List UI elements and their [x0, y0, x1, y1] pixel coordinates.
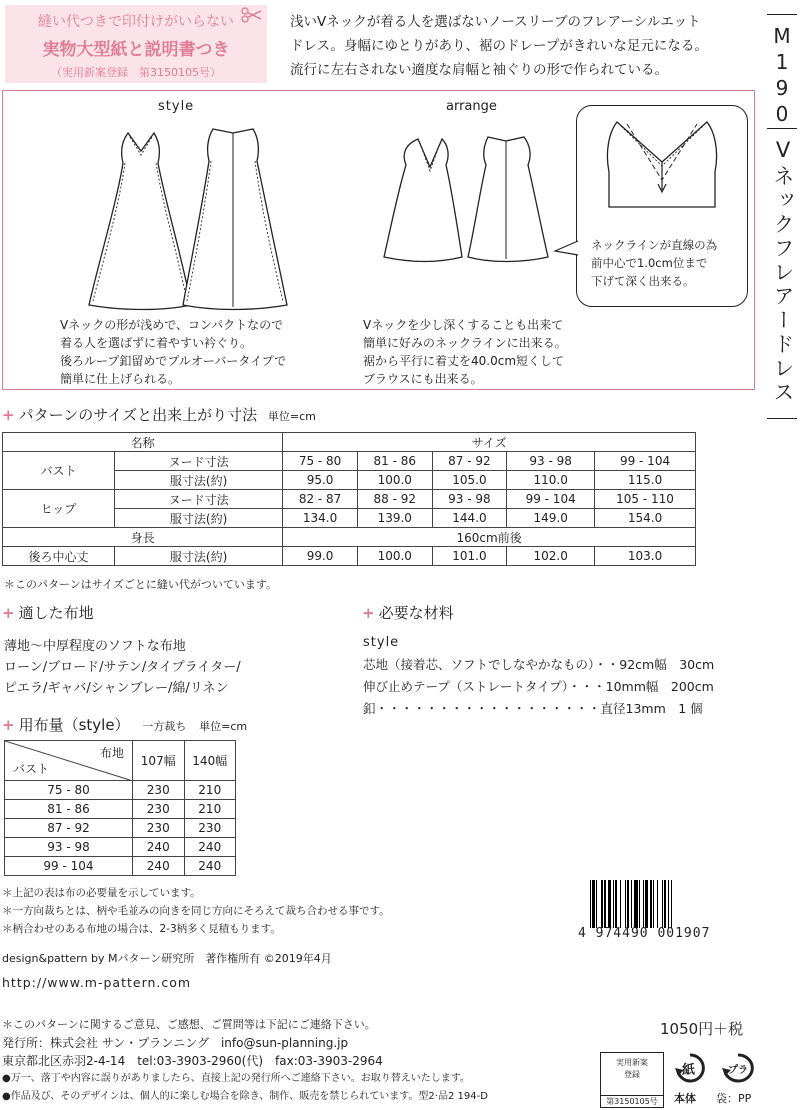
cell: 87 - 92: [5, 819, 133, 838]
reg-line-3: 第3150105号: [601, 1095, 663, 1108]
description-line: 浅いVネックが着る人を選ばないノースリーブのフレアーシルエット: [290, 14, 701, 30]
table-row: [3, 490, 696, 509]
caption-line: Vネックを少し深くすることも出来て: [363, 318, 564, 332]
side-panel: [765, 0, 800, 425]
cell: 95.0: [283, 471, 358, 490]
cell: 230: [184, 819, 236, 838]
caption-line: 簡単に仕上げられる。: [60, 372, 181, 386]
detail-bubble: [576, 105, 748, 307]
neckline-detail: [587, 112, 737, 212]
caption-line: 着る人を選ばずに着やすい衿ぐり。: [60, 336, 253, 350]
fabric-line: 薄地〜中厚程度のソフトな布地: [4, 639, 186, 654]
nude-label: ヌード寸法: [115, 490, 283, 509]
fabric-title-text: 適した布地: [18, 604, 94, 622]
fabric-section-title: [2, 602, 94, 623]
col-140: 140幅: [184, 741, 236, 781]
caption-line: Vネックの形が浅めで、コンパクトなので: [60, 318, 284, 332]
cell: 134.0: [283, 509, 358, 528]
height-value: 160cm前後: [283, 528, 696, 547]
caption-line: 簡単に好みのネックラインに出来る。: [363, 336, 567, 350]
materials-section-title: [362, 602, 454, 623]
website-link[interactable]: http://www.m-pattern.com: [2, 975, 192, 990]
back-length-label: 後ろ中心丈: [3, 547, 115, 566]
back-dress: [183, 129, 287, 310]
footer-note: ●万一、落丁や内容に誤りがありましたら、直接上記の発行所へご連絡下さい。お取り替えいたします。: [2, 1073, 470, 1084]
plastic-mark-text: プラ: [728, 1065, 748, 1076]
illustration-box: [2, 90, 755, 390]
back-blouse: [468, 137, 548, 262]
table-row: [3, 547, 696, 566]
cell: 154.0: [595, 509, 696, 528]
size-section-title: [2, 404, 316, 425]
table-row: [3, 452, 696, 471]
address-text: 東京都北区赤羽2-4-14 tel:03-3903-2960(代) fax:03-3903-2964: [2, 1054, 383, 1068]
price: 1050円＋税: [660, 1020, 744, 1038]
paper-label: 本体: [674, 1092, 696, 1105]
caption-line: 後ろループ釦留めでプルオーバータイプで: [60, 354, 287, 368]
table-row: [5, 838, 236, 857]
cell: 99 - 104: [595, 452, 696, 471]
header-box: [5, 5, 267, 83]
arrange-caption: [363, 316, 567, 388]
reg-line-1: 実用新案: [616, 1058, 648, 1067]
cell: 75 - 80: [5, 781, 133, 800]
cell: 82 - 87: [283, 490, 358, 509]
yardage-section-title: [2, 714, 247, 735]
style-caption: [60, 316, 286, 388]
yardage-notes: [2, 884, 390, 938]
header-line-2: 実物大型紙と説明書つき: [42, 40, 230, 60]
style-label: style: [158, 99, 195, 114]
table-row: [5, 781, 236, 800]
cell: 103.0: [595, 547, 696, 566]
size-table: [2, 432, 696, 566]
cell: 93 - 98: [5, 838, 133, 857]
header-line-3: （実用新案登録 第3150105号）: [51, 66, 221, 79]
table-row: [5, 800, 236, 819]
description-line: ドレス。身幅にゆとりがあり、裾のドレープがきれいな足元になる。: [290, 38, 708, 54]
side-rule-bottom: [767, 418, 797, 419]
height-label: 身長: [3, 528, 283, 547]
cell: 88 - 92: [357, 490, 432, 509]
cell: 139.0: [357, 509, 432, 528]
finished-label: 服寸法(約): [115, 509, 283, 528]
materials-title-text: 必要な材料: [378, 604, 454, 622]
cell: 105 - 110: [595, 490, 696, 509]
table-row: [5, 819, 236, 838]
pattern-code: M190: [770, 24, 794, 128]
bust-label: バスト: [3, 452, 115, 490]
header-line-1: 縫い代つきで印付けがいらない: [38, 14, 234, 30]
hip-label: ヒップ: [3, 490, 115, 528]
size-note: ＊このパターンはサイズごとに縫い代がついています。: [4, 578, 278, 591]
table-row: [5, 857, 236, 876]
cell: 81 - 86: [5, 800, 133, 819]
description-line: 流行に左右されない適度な肩幅と袖ぐりの形で作られている。: [290, 62, 668, 78]
cell: 93 - 98: [432, 490, 507, 509]
arrange-blouse-illustration: [378, 131, 558, 271]
note-line: ＊上記の表は布の必要量を示しています。: [2, 887, 201, 899]
plus-icon: +: [2, 604, 15, 622]
table-row: [3, 528, 696, 547]
paper-recycle-mark: [674, 1052, 706, 1084]
finished-label: 服寸法(約): [115, 547, 283, 566]
size-unit: 単位=cm: [267, 410, 316, 423]
cell: 230: [133, 781, 185, 800]
fabric-line: ピエラ/ギャバ/シャンブレー/綿/リネン: [4, 681, 229, 696]
plastic-recycle-mark: [720, 1052, 756, 1084]
bubble-line: ネックラインが直線の為: [591, 238, 718, 252]
bubble-text: [591, 236, 717, 290]
paper-mark-text: 紙: [682, 1063, 696, 1078]
cell: 99 - 104: [507, 490, 595, 509]
barcode-bars: [590, 880, 750, 928]
finished-label: 服寸法(約): [115, 471, 283, 490]
publisher-text: 発行所：株式会社 サン・プランニング info@sun-planning.jp: [2, 1036, 349, 1050]
cell: 105.0: [432, 471, 507, 490]
style-dress-illustration: [83, 121, 293, 311]
materials-sub: style: [363, 635, 400, 650]
cell: 110.0: [507, 471, 595, 490]
scissors-icon: [241, 7, 263, 23]
table-row: [3, 433, 696, 452]
plus-icon: +: [362, 604, 375, 622]
cell: 240: [184, 857, 236, 876]
materials-line: 芯地（接着芯、ソフトでしなやかなもの）・・92cm幅 30cm: [363, 657, 715, 672]
table-row: [5, 741, 236, 781]
plastic-label: 袋：PP: [716, 1092, 752, 1105]
bubble-line: 下げて深く出来る。: [591, 274, 695, 288]
side-title: Vネックフレアードレス: [771, 138, 795, 405]
footer: [2, 1016, 488, 1106]
yardage-sub: 一方裁ち: [142, 720, 187, 733]
plus-icon: +: [2, 406, 15, 424]
nude-label: ヌード寸法: [115, 452, 283, 471]
size-title-text: パターンのサイズと出来上がり寸法: [18, 406, 258, 424]
front-dress: [89, 133, 191, 310]
side-rule-mid: [767, 128, 797, 129]
caption-line: 裾から平行に着丈を40.0cm短くして: [363, 354, 565, 368]
yardage-head-cell: [5, 741, 133, 781]
barcode: [590, 880, 750, 932]
materials-line: 伸び止めテープ（ストレートタイプ）・・・10mm幅 200cm: [363, 679, 714, 694]
yardage-title-text: 用布量（style）: [18, 716, 130, 734]
cell: 100.0: [357, 547, 432, 566]
design-credit: design&pattern by Mパターン研究所 著作権所有 ©2019年4月: [2, 952, 332, 965]
name-header: 名称: [3, 433, 283, 452]
cell: 87 - 92: [432, 452, 507, 471]
arrange-label: arrange: [446, 99, 497, 114]
cell: 81 - 86: [357, 452, 432, 471]
cell: 144.0: [432, 509, 507, 528]
side-rule-top: [767, 14, 797, 15]
head-bust: バスト: [13, 762, 50, 776]
cell: 210: [184, 800, 236, 819]
cell: 101.0: [432, 547, 507, 566]
registration-box: [600, 1052, 664, 1108]
cell: 149.0: [507, 509, 595, 528]
cell: 240: [184, 838, 236, 857]
cell: 230: [133, 819, 185, 838]
col-107: 107幅: [133, 741, 185, 781]
materials-line: 釦・・・・・・・・・・・・・・・・・・直径13mm 1 個: [363, 701, 703, 716]
cell: 210: [184, 781, 236, 800]
inquiry-text: ＊このパターンに関するご意見、ご感想、ご質問等は下記にご連絡下さい。: [2, 1018, 376, 1031]
caption-line: ブラウスにも出来る。: [363, 372, 483, 386]
barcode-bar: [672, 880, 673, 928]
cell: 240: [133, 838, 185, 857]
barcode-number: 4 974490 001907: [578, 926, 711, 941]
plus-icon: +: [2, 716, 15, 734]
cell: 230: [133, 800, 185, 819]
cell: 99.0: [283, 547, 358, 566]
footer-note: ●作品及び、そのデザインは、個人的に楽しむ場合を除き、制作、販売を禁じられています。型2·品2 194-D: [2, 1091, 488, 1102]
cell: 240: [133, 857, 185, 876]
bubble-line: 前中心で1.0cm位まで: [591, 256, 708, 270]
description: [290, 10, 708, 82]
fabric-list: [4, 636, 241, 699]
size-header: サイズ: [283, 433, 696, 452]
cell: 100.0: [357, 471, 432, 490]
cell: 75 - 80: [283, 452, 358, 471]
yardage-unit: 単位=cm: [199, 720, 248, 733]
fabric-line: ローン/ブロード/サテン/タイプライター/: [4, 660, 241, 675]
front-blouse: [384, 139, 462, 262]
cell: 102.0: [507, 547, 595, 566]
note-line: ＊柄合わせのある布地の場合は、2-3柄多く見積もります。: [2, 923, 281, 935]
cell: 99 - 104: [5, 857, 133, 876]
reg-line-2: 登録: [624, 1070, 640, 1079]
cell: 115.0: [595, 471, 696, 490]
cell: 93 - 98: [507, 452, 595, 471]
materials-list: [363, 632, 714, 720]
bubble-pointer: [553, 239, 579, 259]
note-line: ＊一方向裁ちとは、柄や毛並みの向きを同じ方向にそろえて裁ち合わせる事です。: [2, 905, 390, 917]
head-fabric: 布地: [99, 746, 124, 760]
yardage-table: [4, 740, 236, 876]
